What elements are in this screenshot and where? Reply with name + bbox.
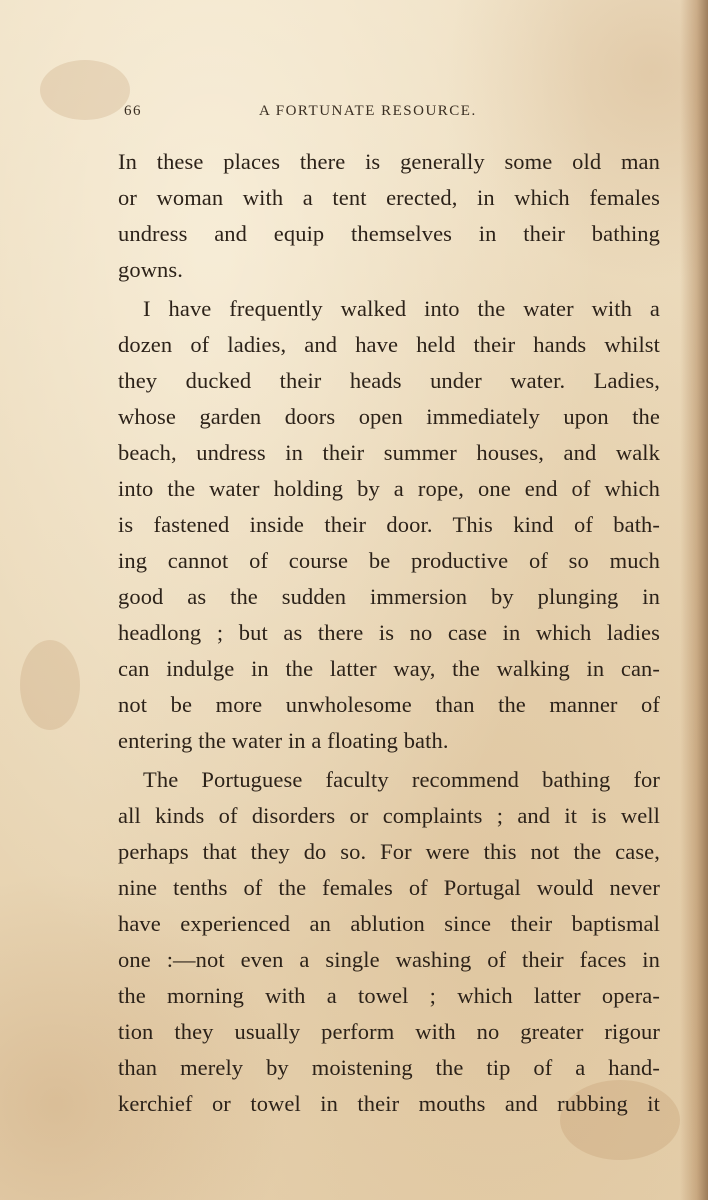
text-line: undress and equip themselves in their bathing [118,221,660,246]
text-line: not be more unwholesome than the manner of [118,692,660,717]
text-line: good as the sudden immersion by plunging in [118,584,660,609]
text-line: kerchief or towel in their mouths and rubbing it [118,1091,660,1116]
text-line: have experienced an ablution since their baptismal [118,911,660,936]
text-line: nine tenths of the females of Portugal would never [118,875,660,900]
text-line: tion they usually perform with no greater rigour [118,1019,660,1044]
paragraph [118,762,660,1122]
text-line: all kinds of disorders or complaints ; and it is well [118,803,660,828]
text-line: The Portuguese faculty recommend bathing for [143,767,660,792]
text-line: In these places there is generally some old man [118,149,660,174]
text-line: can indulge in the latter way, the walking in can- [118,656,660,681]
text-line: beach, undress in their summer houses, and walk [118,440,660,465]
text-line: the morning with a towel ; which latter opera- [118,983,660,1008]
text-line: entering the water in a floating bath. [118,728,449,753]
text-line: one :—not even a single washing of their faces in [118,947,660,972]
text-line: perhaps that they do so. For were this not the case, [118,839,660,864]
text-line: ing cannot of course be productive of so much [118,548,660,573]
text-line: whose garden doors open immediately upon the [118,404,660,429]
body-text [118,144,660,1122]
page-number: 66 [124,103,142,119]
running-head: A FORTUNATE RESOURCE. [259,103,477,119]
paragraph [118,291,660,759]
text-line: or woman with a tent erected, in which females [118,185,660,210]
paragraph [118,144,660,288]
paper-stain [20,640,80,730]
text-line: I have frequently walked into the water with a [143,296,660,321]
text-line: gowns. [118,257,183,282]
text-line: than merely by moistening the tip of a hand- [118,1055,660,1080]
text-line: dozen of ladies, and have held their hands whilst [118,332,660,357]
page-header [124,103,664,127]
text-line: they ducked their heads under water. Ladies, [118,368,660,393]
text-line: into the water holding by a rope, one end of which [118,476,660,501]
text-line: is fastened inside their door. This kind of bath- [118,512,660,537]
text-line: headlong ; but as there is no case in which ladies [118,620,660,645]
paper-stain [40,60,130,120]
